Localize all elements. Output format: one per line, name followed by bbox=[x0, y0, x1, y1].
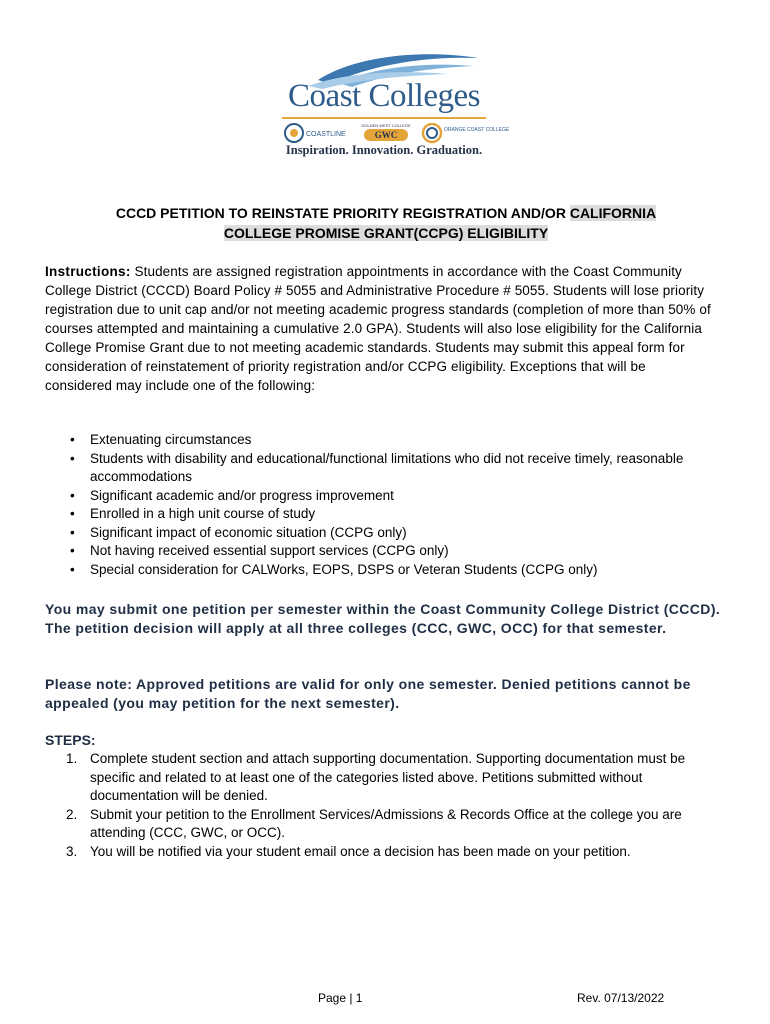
list-item: • Significant academic and/or progress improvement bbox=[70, 487, 710, 506]
heading-line-2-highlight: COLLEGE PROMISE GRANT(CCPG) bbox=[223, 225, 464, 241]
logo-tagline: Inspiration. Innovation. Graduation. bbox=[285, 143, 483, 157]
instructions-label: Instructions: bbox=[45, 264, 131, 279]
step-text: Submit your petition to the Enrollment Services/Admissions & Records Office at the college you are attending (CCC, GWC, or OCC). bbox=[90, 806, 682, 840]
coast-colleges-logo bbox=[278, 50, 510, 160]
coastline-seal-text: COASTLINE bbox=[306, 131, 346, 138]
steps-list bbox=[66, 750, 731, 861]
list-item: • Extenuating circumstances bbox=[70, 431, 710, 450]
step-item bbox=[66, 806, 731, 843]
one-petition-notice: You may submit one petition per semester within the Coast Community College District (CCCD). The petition decision will apply at all three colleges (CCC, GWC, OCC) for that semester. bbox=[45, 601, 721, 636]
heading-line-2-text: ELIGIBILITY bbox=[463, 225, 549, 241]
heading-line-1-highlight: CALIFORNIA bbox=[569, 205, 657, 221]
step-number: 2. bbox=[66, 806, 78, 822]
revision-date: Rev. 07/13/2022 bbox=[577, 991, 665, 1005]
step-text: You will be notified via your student email once a decision has been made on your petition. bbox=[90, 843, 631, 859]
petition-heading bbox=[40, 203, 732, 243]
heading-line-1-text: CCCD PETITION TO REINSTATE PRIORITY REGISTRATION AND/OR bbox=[115, 205, 570, 221]
step-number: 1. bbox=[66, 751, 78, 766]
steps-title: STEPS: bbox=[45, 732, 96, 748]
step-item bbox=[66, 843, 731, 862]
heading-line-1 bbox=[40, 203, 732, 223]
step-number: 3. bbox=[66, 843, 78, 859]
logo-title: Coast Colleges bbox=[288, 78, 480, 114]
list-item: • Enrolled in a high unit course of study bbox=[70, 505, 710, 524]
please-note-notice: Please note: Approved petitions are valid for only one semester. Denied petitions cannot be appealed (you may petition for the next semester). bbox=[45, 676, 691, 711]
logo-divider bbox=[282, 117, 486, 119]
list-item: • Not having received essential support services (CCPG only) bbox=[70, 542, 710, 561]
exceptions-list bbox=[70, 431, 710, 579]
step-item bbox=[66, 750, 731, 806]
instructions-paragraph bbox=[45, 262, 715, 395]
heading-line-2 bbox=[40, 223, 732, 243]
instructions-text: Students are assigned registration appointments in accordance with the Coast Community College District (CCCD) Board Policy # 5055 and Administrative Procedure # 5055. Students will lose priority registration due to unit cap and/or not meeting academic progress standards (completion of more than 50% of courses attempted and maintaining a cumulative 2.0 GPA). Students will also lose eligibility for the California College Promise Grant due to not meeting academic standards. Students may submit this appeal form for consideration of reinstatement of priority registration and/or CCPG eligibility. Exceptions that will be considered may include one of the following: bbox=[45, 264, 711, 393]
list-item: • Special consideration for CALWorks, EOPS, DSPS or Veteran Students (CCPG only) bbox=[70, 561, 710, 580]
occ-seal-text: ORANGE COAST COLLEGE bbox=[444, 127, 510, 133]
step-text: Complete student section and attach supporting documentation. Supporting documentation must be specific and related to at least one of the categories listed above. Petitions submitted without documentation will be denied. bbox=[90, 751, 686, 803]
list-item: • Significant impact of economic situation (CCPG only) bbox=[70, 524, 710, 543]
gwc-seal-mid-text: GWC bbox=[374, 130, 398, 140]
list-item: • Students with disability and educational/functional limitations who did not receive timely, reasonable accommodations bbox=[70, 450, 710, 487]
page-number: Page | 1 bbox=[318, 991, 363, 1005]
gwc-seal-top-text: GOLDEN WEST COLLEGE bbox=[361, 123, 411, 128]
